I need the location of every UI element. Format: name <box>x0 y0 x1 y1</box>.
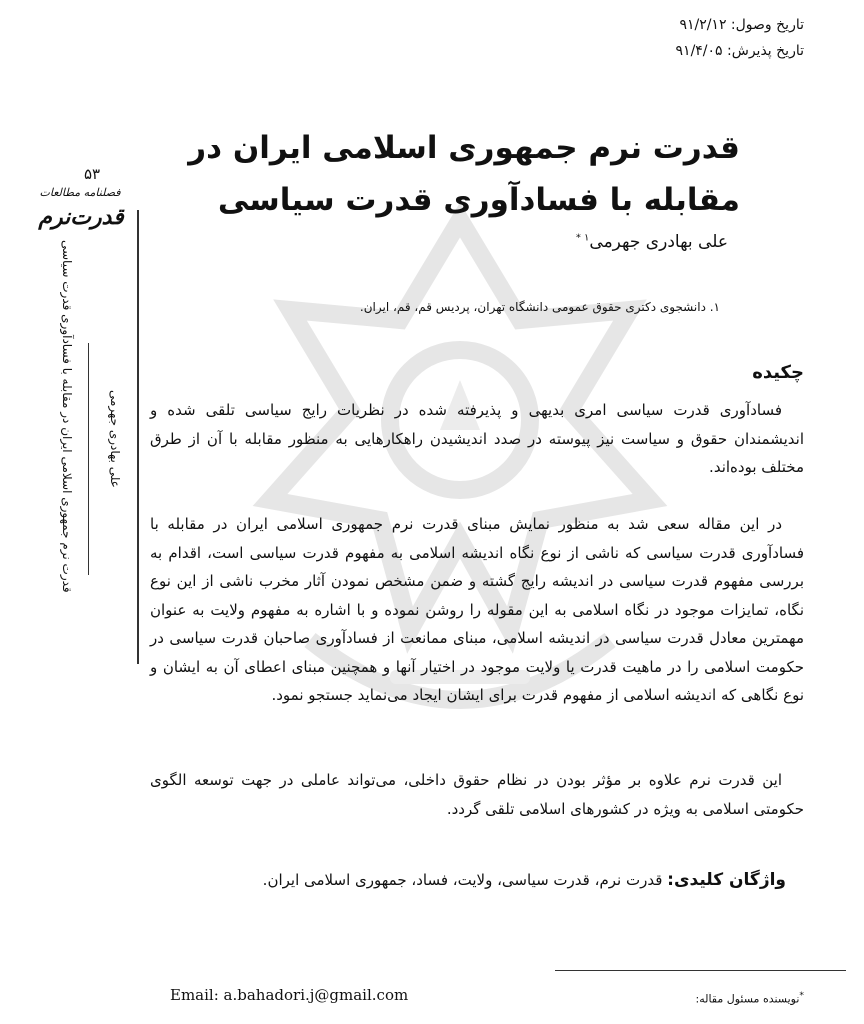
journal-label: فصلنامه مطالعات <box>39 186 121 199</box>
article-title <box>150 122 740 226</box>
footnote-marker: * <box>799 990 804 1001</box>
author-name: علی بهادری جهرمی <box>589 232 728 252</box>
manuscript-dates <box>560 12 804 64</box>
title-line-1: قدرت نرم جمهوری اسلامی ایران در <box>188 130 740 166</box>
accepted-date: تاریخ پذیرش: ۹۱/۴/۰۵ <box>675 43 804 59</box>
abstract-paragraph-1: فسادآوری قدرت سیاسی امری بدیهی و پذیرفته شده در نظریات رایج سیاسی تلقی شده و اندیشمندان حقوق و سیاست نیز پیوسته در صدد اندیشیدن راهکارهایی به منظور مقابله با آن از طرق مختلف بوده‌اند. <box>150 401 804 476</box>
running-title: قدرت نرم جمهوری اسلامی ایران در مقابله با فسادآوری قدرت سیاسی <box>60 240 74 593</box>
author-line <box>150 232 728 252</box>
footnote-rule <box>555 970 846 971</box>
keywords-list: قدرت نرم، قدرت سیاسی، ولایت، فساد، جمهوری اسلامی ایران. <box>262 871 663 889</box>
abstract-paragraph-3: این قدرت نرم علاوه بر مؤثر بودن در نظام حقوق داخلی، می‌تواند عاملی در جهت توسعه الگوی حکومتی اسلامی به ویژه در کشورهای اسلامی تلقی گردد. <box>150 771 804 818</box>
author-footnote-marker: ۱ * <box>575 232 590 244</box>
sidebar-divider-inner <box>88 343 89 575</box>
corresponding-author-label: نویسنده مسئول مقاله: <box>695 992 800 1006</box>
received-date: تاریخ وصول: ۹۱/۲/۱۲ <box>679 17 804 33</box>
running-author: علی بهادری جهرمی <box>108 390 122 488</box>
sidebar-divider <box>137 210 139 664</box>
abstract-paragraph-2: در این مقاله سعی شد به منظور نمایش مبنای قدرت نرم جمهوری اسلامی ایران در مقابله با فسادآوری قدرت سیاسی که ناشی از نوع نگاه اندیشه اسلامی به مفهوم قدرت سیاسی است، اقدام به بررسی مفهوم قدرت سیاسی در اندیشه رایج گشته و ضمن مشخص نمودن آثار مخرب ناشی از این نوع نگاه، تمایزات موجود در نگاه اسلامی به این مقوله را روشن نموده و با اشاره به مفهوم ولایت به عنوان مهمترین معادل قدرت سیاسی در اندیشه اسلامی، مبنای ممانعت از فسادآوری صاحبان قدرت سیاسی در حکومت اسلامی را در ماهیت قدرت یا ولایت موجود در اختیار آنها و همچنین مبنای اعطای آن به ایشان و نوع نگاهی که اندیشه اسلامی از مفهوم قدرت برای ایشان ایجاد می‌نماید جستجو نمود. <box>150 515 804 704</box>
journal-name: قدرت‌نرم <box>38 205 124 230</box>
page-number: ۵۳ <box>83 165 101 183</box>
abstract-heading: چکیده <box>752 362 804 383</box>
keywords <box>150 870 786 890</box>
author-email: Email: a.bahadori.j@gmail.com <box>170 986 409 1004</box>
corresponding-author-note <box>640 990 804 1006</box>
author-affiliation: ۱. دانشجوی دکتری حقوق عمومی دانشگاه تهران، پردیس قم، قم، ایران. <box>359 300 720 314</box>
keywords-label: واژگان کلیدی: <box>667 870 786 890</box>
title-line-2: مقابله با فسادآوری قدرت سیاسی <box>217 182 740 218</box>
